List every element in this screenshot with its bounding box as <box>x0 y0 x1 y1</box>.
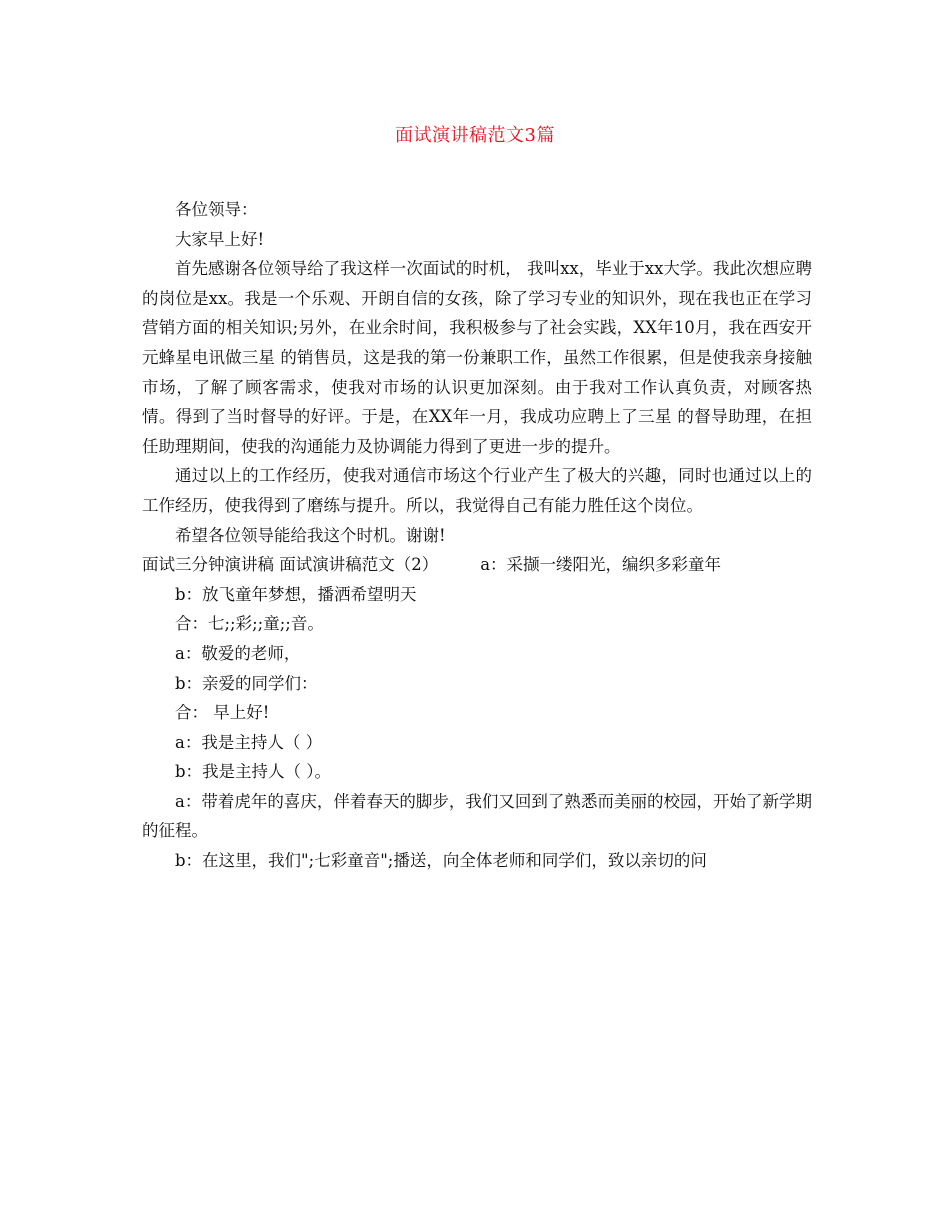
paragraph: 各位领导： <box>175 200 258 219</box>
paragraph: 合： 早上好! <box>175 703 270 723</box>
paragraph: b：在这里，我们";七彩童音";播送，向全体老师和同学们，致以亲切的问 <box>175 851 707 871</box>
paragraph: 合：七;;彩;;童;;音。 <box>175 614 324 634</box>
paragraph: 通过以上的工作经历，使我对通信市场这个行业产生了极大的兴趣，同时也通过以上的工作经历，使我得到了磨练与提升。所以，我觉得自己有能力胜任这个岗位。 <box>142 466 812 515</box>
paragraph: 首先感谢各位领导给了我这样一次面试的时机， 我叫xx，毕业于xx大学。我此次想应聘的岗位是xx。我是一个乐观、开朗自信的女孩，除了学习专业的知识外，现在我也正在学习营销方面的相关知识;另外，在业余时间，我积极参与了社会实践，XX年10月，我在西安开元蜂星电讯做三星 的销售员，这是我的第一份兼职工作，虽然工作很累，但是使我亲身接触市场，了解了顾客需求，使我对市场的认识更加深刻。由于我对工作认真负责，对顾客热情。得到了当时督导的好评。于是，在XX年一月，我成功应聘上了三星 的督导助理，在担任助理期间，使我的沟通能力及协调能力得到了更进一步的提升。 <box>142 259 812 456</box>
document-body <box>142 195 812 876</box>
paragraph: b：放飞童年梦想，播洒希望明天 <box>175 584 417 604</box>
paragraph: a：带着虎年的喜庆，伴着春天的脚步，我们又回到了熟悉而美丽的校园，开始了新学期的征程。 <box>142 791 812 841</box>
paragraph: b：我是主持人（ ）。 <box>175 762 332 782</box>
section-heading: 面试三分钟演讲稿 面试演讲稿范文（2） a：采撷一缕阳光，编织多彩童年 <box>142 555 722 575</box>
paragraph: a：敬爱的老师， <box>175 643 301 663</box>
paragraph: 希望各位领导能给我这个时机。谢谢! <box>175 525 446 545</box>
paragraph: b：亲爱的同学们： <box>175 673 318 693</box>
document-title: 面试演讲稿范文3篇 <box>395 125 555 146</box>
paragraph: 大家早上好! <box>175 229 265 249</box>
paragraph: a：我是主持人（ ） <box>175 732 323 752</box>
